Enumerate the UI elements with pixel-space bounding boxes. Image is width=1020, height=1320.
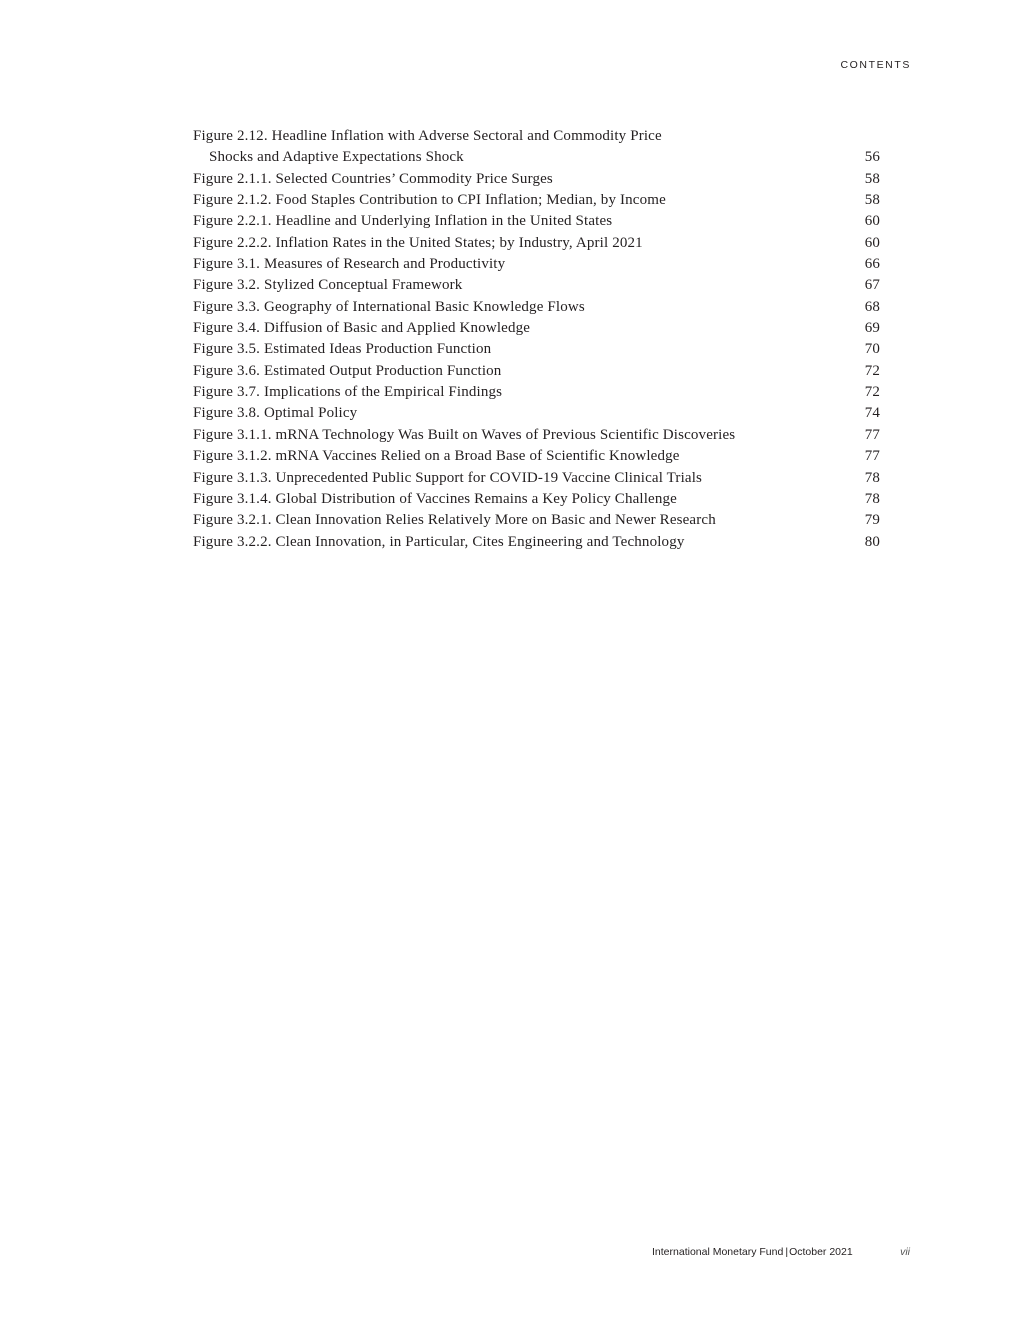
toc-entry-title-continued: Shocks and Adaptive Expectations Shock [209,149,464,166]
folio: vii [900,1246,910,1258]
toc-entry [193,532,880,553]
toc-entry-page: 67 [864,277,880,294]
toc-list [193,126,880,553]
toc-entry [193,510,880,531]
toc-entry-title: Figure 3.8. Optimal Policy [193,405,358,422]
toc-entry-title: Figure 2.1.1. Selected Countries’ Commodity Price Surges [193,170,553,187]
toc-entry-page: 80 [864,533,880,550]
toc-entry-page: 77 [864,448,880,465]
toc-entry-page: 60 [864,213,880,230]
footer-separator: | [785,1246,789,1258]
toc-entry-page: 70 [864,341,880,358]
toc-entry [193,190,880,211]
toc-entry-page: 74 [864,405,880,422]
toc-entry-title: Figure 3.2. Stylized Conceptual Framework [193,277,463,294]
toc-entry-page: 60 [864,234,880,251]
toc-entry-title: Figure 3.3. Geography of International Basic Knowledge Flows [193,298,585,315]
toc-entry [193,211,880,232]
toc-entry [193,425,880,446]
toc-entry-page: 58 [864,192,880,209]
toc-entry-page: 78 [864,469,880,486]
toc-entry-title: Figure 3.7. Implications of the Empirical Findings [193,384,503,401]
toc-entry-title: Figure 3.1.4. Global Distribution of Vaccines Remains a Key Policy Challenge [193,490,677,507]
toc-entry-page: 79 [864,512,880,529]
footer-date: October 2021 [789,1246,853,1258]
toc-entry [193,318,880,339]
toc-entry-page: 77 [864,426,880,443]
toc-entry-page: 58 [864,170,880,187]
toc-entry [193,446,880,467]
toc-entry-title: Figure 3.1.2. mRNA Vaccines Relied on a Broad Base of Scientific Knowledge [193,448,680,465]
toc-entry [193,403,880,424]
toc-entry [193,361,880,382]
toc-entry-page: 78 [864,490,880,507]
toc-entry [193,489,880,510]
toc-entry-title: Figure 3.2.1. Clean Innovation Relies Relatively More on Basic and Newer Research [193,512,716,529]
toc-entry-page: 69 [864,320,880,337]
toc-entry [193,297,880,318]
toc-entry-title: Figure 3.4. Diffusion of Basic and Applied Knowledge [193,320,531,337]
page-footer [652,1246,910,1258]
toc-entry [193,339,880,360]
toc-entry-page: 72 [864,362,880,379]
toc-entry [193,254,880,275]
toc-entry-title: Figure 2.2.1. Headline and Underlying Inflation in the United States [193,213,613,230]
toc-entry-page: 66 [864,256,880,273]
toc-entry [193,468,880,489]
running-head: CONTENTS [840,59,911,71]
toc-entry-title: Figure 2.2.2. Inflation Rates in the United States; by Industry, April 2021 [193,234,643,251]
toc-entry-page: 72 [864,384,880,401]
toc-entry-page: 68 [864,298,880,315]
toc-entry-title: Figure 3.2.2. Clean Innovation, in Particular, Cites Engineering and Technology [193,533,685,550]
toc-entry-title: Figure 3.6. Estimated Output Production Function [193,362,502,379]
toc-entry [193,233,880,254]
toc-entry-title: Figure 2.12. Headline Inflation with Adverse Sectoral and Commodity Price [193,128,662,144]
toc-entry-title: Figure 2.1.2. Food Staples Contribution to CPI Inflation; Median, by Income [193,192,666,209]
toc-entry [193,169,880,190]
toc-entry-title: Figure 3.1.1. mRNA Technology Was Built on Waves of Previous Scientific Discoveries [193,426,736,443]
toc-entry-title: Figure 3.5. Estimated Ideas Production Function [193,341,492,358]
toc-entry-page: 56 [864,149,880,166]
toc-entry-title: Figure 3.1. Measures of Research and Productivity [193,256,506,273]
toc-entry-title: Figure 3.1.3. Unprecedented Public Support for COVID-19 Vaccine Clinical Trials [193,469,702,486]
footer-publisher: International Monetary Fund [652,1246,784,1258]
toc-entry [193,275,880,296]
toc-entry [193,382,880,403]
toc-entry [193,126,880,169]
